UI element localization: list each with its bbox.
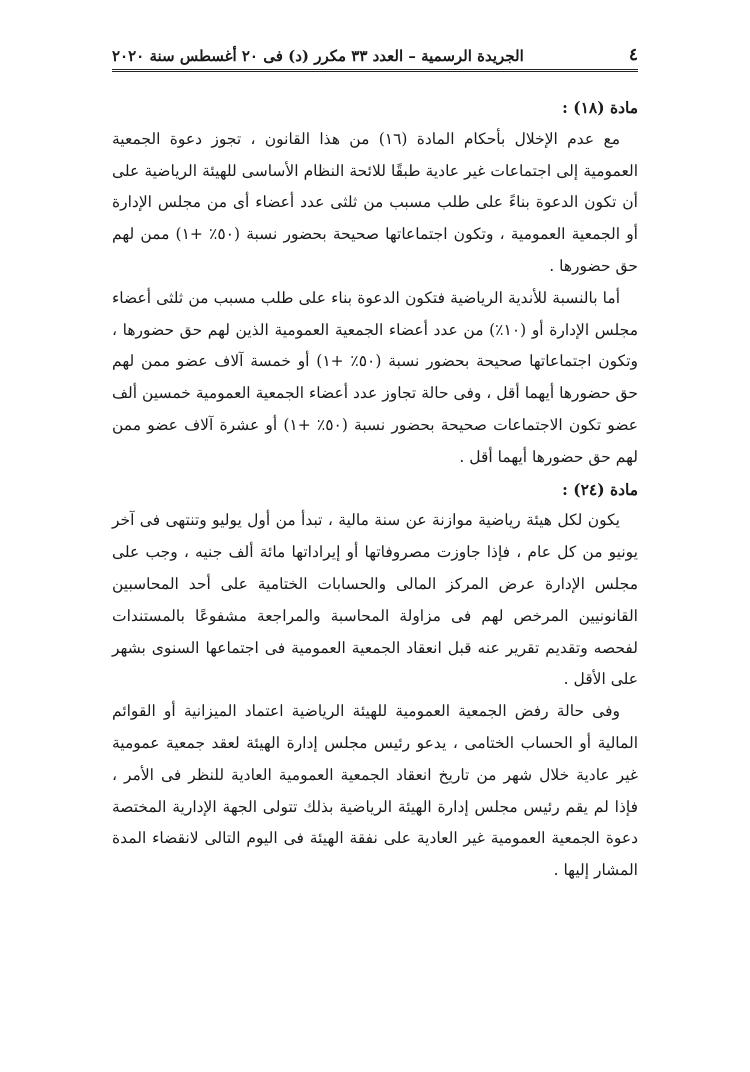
article-paragraph: يكون لكل هيئة رياضية موازنة عن سنة مالية ، تبدأ من أول يوليو وتنتهى فى آخر يونيو من كل عام ، فإذا جاوزت مصروفاتها أو إيراداتها مائة ألف جنيه ، وجب على مجلس الإدارة عرض المركز المالى والحسابات الختامية على أحد المحاسبين القانونيين المرخص لهم فى مزاولة المحاسبة والمراجعة مشفوعًا بالمستندات لفحصه وتقديم تقرير عنه قبل انعقاد الجمعية العمومية فى اجتماعها السنوى بشهر على الأقل . xyxy=(112,511,638,689)
article-paragraph: وفى حالة رفض الجمعية العمومية للهيئة الرياضية اعتماد الميزانية أو القوائم المالية أو الحساب الختامى ، يدعو رئيس مجلس إدارة الهيئة لعقد جمعية عمومية غير عادية خلال شهر من تاريخ انعقاد الجمعية العمومية العادية للنظر فى الأمر ، فإذا لم يقم رئيس مجلس إدارة الهيئة الرياضية بذلك تتولى الجهة الإدارية المختصة دعوة الجمعية العمومية غير العادية على نفقة الهيئة فى اليوم التالى لانقضاء المدة المشار إليها . xyxy=(112,702,638,880)
article-heading: مادة (١٨) : xyxy=(562,98,638,117)
page-body xyxy=(112,92,638,887)
gazette-title: الجريدة الرسمية – العدد ٣٣ مكرر (د) فى ٢٠ أغسطس سنة ٢٠٢٠ xyxy=(112,47,524,65)
page-header xyxy=(112,36,638,72)
article-heading: مادة (٢٤) : xyxy=(562,479,638,499)
article-18 xyxy=(112,92,638,474)
article-paragraph: أما بالنسبة للأندية الرياضية فتكون الدعوة بناء على طلب مسبب من ثلثى أعضاء مجلس الإدارة أو (١٠٪) من عدد أعضاء الجمعية العمومية الذين لهم حق حضورها ، وتكون اجتماعاتها صحيحة بحضور نسبة (٥٠٪ +١) أو خمسة آلاف عضو ممن لهم حق حضورها أيهما أقل ، وفى حالة تجاوز عدد أعضاء الجمعية العمومية خمسين ألف عضو تكون الاجتماعات صحيحة بحضور نسبة (٥٠٪ +١) أو عشرة آلاف عضو ممن لهم حق حضورها أيهما أقل . xyxy=(112,288,639,466)
article-24 xyxy=(112,474,638,887)
page-number: ٤ xyxy=(628,45,638,65)
article-paragraph: مع عدم الإخلال بأحكام المادة (١٦) من هذا القانون ، تجوز دعوة الجمعية العمومية إلى اجتماعات غير عادية طبقًا للائحة النظام الأساسى للهيئة الرياضية على أن تكون الدعوة بناءً على طلب مسبب من ثلثى عدد أعضاء أى من مجلس الإدارة أو الجمعية العمومية ، وتكون اجتماعاتها صحيحة بحضور نسبة (٥٠٪ +١) ممن لهم حق حضورها . xyxy=(112,129,638,275)
